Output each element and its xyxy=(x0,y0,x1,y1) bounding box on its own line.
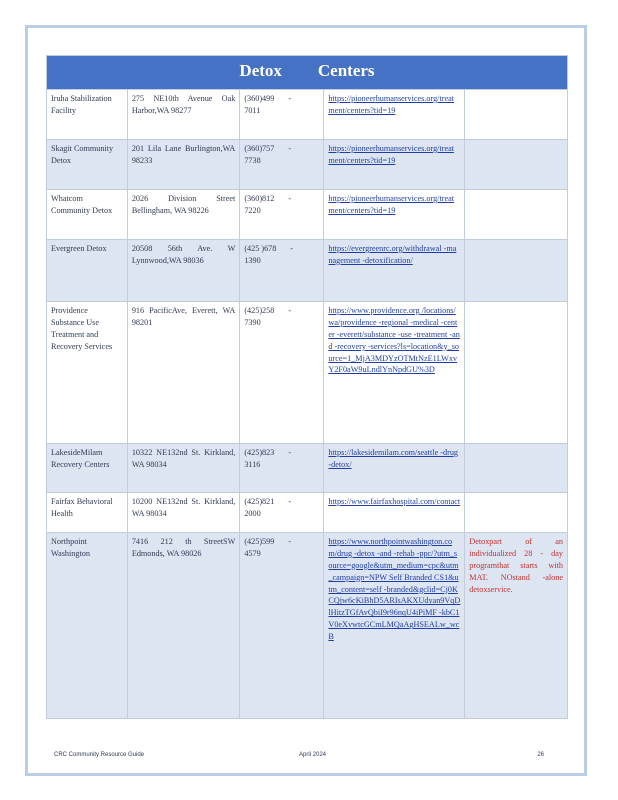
center-address: 2026 Division Street Bellingham, WA 98226 xyxy=(127,190,240,240)
center-note xyxy=(465,240,568,302)
center-name: Northpoint Washington xyxy=(47,533,128,719)
center-phone xyxy=(240,444,324,493)
center-address: 20508 56th Ave. W Lynnwood,WA 98036 xyxy=(127,240,240,302)
table-row xyxy=(47,493,568,533)
table-header-row xyxy=(47,56,568,90)
table-row xyxy=(47,190,568,240)
table-row xyxy=(47,444,568,493)
center-link-cell xyxy=(324,140,465,190)
center-website-link[interactable]: https://www.providence.org /locations/wa/providence -regional -medical -center -everett/substance -use -treatment -and -recovery -services?ls=location&y_source=1_MjA3MDYzOTMtNzE1LWxvY2F0aW9uLndlYnNpdGU%3D xyxy=(328,306,460,375)
center-note xyxy=(465,444,568,493)
center-phone xyxy=(240,493,324,533)
phone-number: -7011 xyxy=(244,94,292,115)
table-row xyxy=(47,140,568,190)
center-link-cell xyxy=(324,302,465,444)
phone-area: (425)258 xyxy=(244,306,275,315)
center-website-link[interactable]: https://pioneerhumanservices.org/treatment/centers?tid=19 xyxy=(328,194,454,215)
center-name: Whatcom Community Detox xyxy=(47,190,128,240)
detox-centers-table xyxy=(46,55,568,719)
phone-area: (425 )678 xyxy=(244,244,277,253)
phone-area: (360)812 xyxy=(244,194,275,203)
footer-date: April 2024 xyxy=(299,752,327,758)
table-title xyxy=(47,56,568,90)
phone-number: -1390 xyxy=(244,244,294,265)
center-address: 201 Lila Lane Burlington,WA 98233 xyxy=(127,140,240,190)
center-link-cell xyxy=(324,90,465,140)
center-name: LakesideMilam Recovery Centers xyxy=(47,444,128,493)
center-link-cell xyxy=(324,444,465,493)
center-name: Fairfax Behavioral Health xyxy=(47,493,128,533)
center-link-cell xyxy=(324,240,465,302)
center-name: Evergreen Detox xyxy=(47,240,128,302)
center-link-cell xyxy=(324,533,465,719)
center-website-link[interactable]: https://www.fairfaxhospital.com/contact xyxy=(328,497,461,506)
table-row xyxy=(47,240,568,302)
title-word-1: Detox xyxy=(239,61,282,80)
center-address: 7416 212 th StreetSW Edmonds, WA 98026 xyxy=(127,533,240,719)
phone-number: -4579 xyxy=(244,537,292,558)
phone-area: (425)821 xyxy=(244,497,275,506)
center-phone xyxy=(240,140,324,190)
center-name: Providence Substance Use Treatment and Recovery Services xyxy=(47,302,128,444)
center-website-link[interactable]: https://evergreenrc.org/withdrawal -management -detoxification/ xyxy=(328,244,457,265)
phone-area: (425)823 xyxy=(244,448,275,457)
center-phone xyxy=(240,302,324,444)
phone-number: -7220 xyxy=(244,194,292,215)
table-row xyxy=(47,302,568,444)
phone-number: -3116 xyxy=(244,448,292,469)
center-note xyxy=(465,190,568,240)
footer-guide-title: CRC Community Resource Guide xyxy=(54,752,145,758)
phone-area: (360)499 xyxy=(244,94,275,103)
center-phone xyxy=(240,240,324,302)
table-row xyxy=(47,533,568,719)
center-website-link[interactable]: https://lakesidemilam.com/seattle -drug -detox/ xyxy=(328,448,459,469)
center-address: 10200 NE132nd St. Kirkland, WA 98034 xyxy=(127,493,240,533)
phone-number: -7390 xyxy=(244,306,292,327)
center-website-link[interactable]: https://pioneerhumanservices.org/treatment/centers?tid=19 xyxy=(328,94,454,115)
phone-number: -7738 xyxy=(244,144,292,165)
center-address: 275 NE10th Avenue Oak Harbor,WA 98277 xyxy=(127,90,240,140)
center-address: 916 PacificAve, Everett, WA 98201 xyxy=(127,302,240,444)
center-link-cell xyxy=(324,190,465,240)
title-word-2: Centers xyxy=(317,61,375,80)
center-name: Skagit Community Detox xyxy=(47,140,128,190)
center-note xyxy=(465,140,568,190)
center-note xyxy=(465,90,568,140)
center-address: 10322 NE132nd St. Kirkland, WA 98034 xyxy=(127,444,240,493)
center-link-cell xyxy=(324,493,465,533)
center-note xyxy=(465,302,568,444)
phone-area: (425)599 xyxy=(244,537,275,546)
phone-area: (360)757 xyxy=(244,144,275,153)
center-phone xyxy=(240,533,324,719)
table-row xyxy=(47,90,568,140)
center-name: Iruha Stabilization Facility xyxy=(47,90,128,140)
center-note xyxy=(465,493,568,533)
center-phone xyxy=(240,190,324,240)
center-phone xyxy=(240,90,324,140)
center-website-link[interactable]: https://www.northpointwashington.com/drug -detox -and -rehab -ppc/?utm_source=google&utm_medium=cpc&utm_campaign=NPW Self Branded CS1&utm_content=self -branded&gclid=Cj0KCQjw6cKiBhD5ARIsAKXUdyan9VqDlHitzTGfAvQbiI9r96nqU4iPiMF -kbC1V0eXvwtcGCmLMQaAgHSEALw_wcB xyxy=(328,537,461,642)
footer-page-number: 26 xyxy=(537,752,544,758)
phone-number: -2000 xyxy=(244,497,292,518)
center-note: Detoxpart of an individualized 28 - day programthat starts with MAT. NOstand -alone detoxservice. xyxy=(465,533,568,719)
center-website-link[interactable]: https://pioneerhumanservices.org/treatment/centers?tid=19 xyxy=(328,144,454,165)
